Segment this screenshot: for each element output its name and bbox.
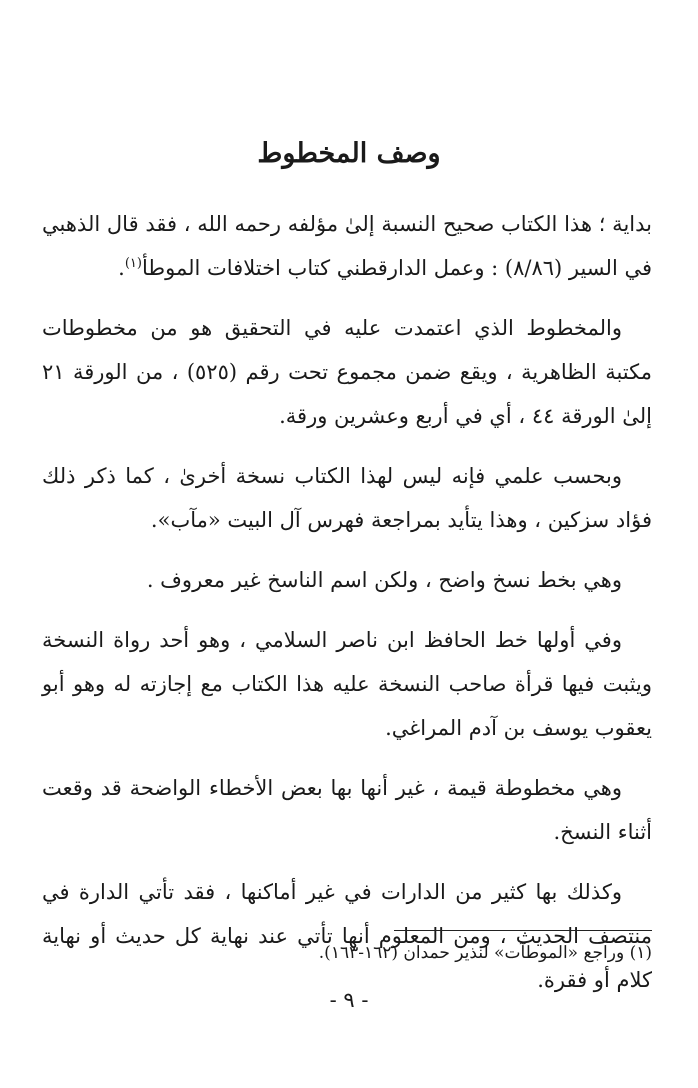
paragraph-6: وهي مخطوطة قيمة ، غير أنها بها بعض الأخطاء الواضحة قد وقعت أثناء النسخ. bbox=[42, 776, 652, 844]
paragraph-1-end: . bbox=[118, 256, 125, 280]
body-text bbox=[42, 202, 652, 1018]
paragraph-3: وبحسب علمي فإنه ليس لهذا الكتاب نسخة أخرىٰ ، كما ذكر ذلك فؤاد سزكين ، وهذا يتأيد بمراجعة فهرس آل البيت «مآب». bbox=[42, 464, 652, 532]
paragraph-2: والمخطوط الذي اعتمدت عليه في التحقيق هو من مخطوطات مكتبة الظاهرية ، ويقع ضمن مجموع تحت رقم (٥٢٥) ، من الورقة ٢١ إلىٰ الورقة ٤٤ ، أي في أربع وعشرين ورقة. bbox=[42, 316, 652, 428]
page-title: وصف المخطوط bbox=[257, 138, 441, 169]
paragraph-4: وهي بخط نسخ واضح ، ولكن اسم الناسخ غير معروف . bbox=[146, 568, 622, 592]
footnote-marker: (١) bbox=[124, 256, 142, 271]
page-number: - ٩ - bbox=[329, 988, 369, 1012]
paragraph-7: وكذلك بها كثير من الدارات في غير أماكنها ، فقد تأتي الدارة في منتصف الحديث ، ومن المعلوم أنها تأتي عند نهاية كل حديث أو نهاية كلام أو فقرة. bbox=[42, 880, 652, 992]
paragraph-1-text: بداية ؛ هذا الكتاب صحيح النسبة إلىٰ مؤلفه رحمه الله ، فقد قال الذهبي في السير (٨/٨٦) : وعمل الدارقطني كتاب اختلافات الموطأ bbox=[42, 212, 652, 280]
footnote: (١) وراجع «الموطآت» لنذير حمدان (١٦٢-١٦٣). bbox=[318, 943, 652, 963]
footnote-divider bbox=[394, 930, 652, 931]
paragraph-5: وفي أولها خط الحافظ ابن ناصر السلامي ، وهو أحد رواة النسخة ويثبت فيها قرأة صاحب النسخة عليه هذا الكتاب مع إجازته له وهو أبو يعقوب يوسف بن آدم المراغي. bbox=[42, 628, 652, 740]
paragraph-1 bbox=[42, 202, 652, 290]
